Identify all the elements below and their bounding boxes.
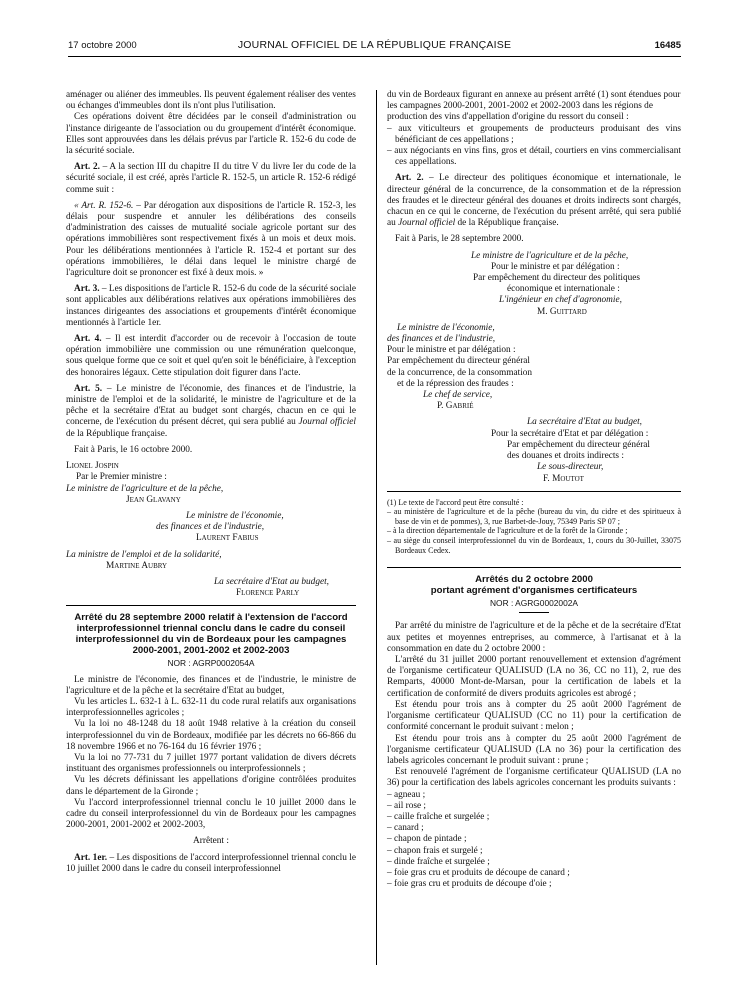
article-label: Art. 1er. <box>74 852 108 863</box>
list-item: – aux négociants en vins fins, gros et détail, courtiers en vins commercialisant ces appellations. <box>387 146 681 168</box>
article-1: Art. 1er. – Les dispositions de l'accord interprofessionnel triennal conclu le 10 juillet 2000 dans le cadre du conseil interprofessionnel <box>66 852 356 874</box>
article-5: Art. 5. – Le ministre de l'économie, des finances et de l'industrie, la ministre de l'emploi et de la solidarité, le ministre de l'agriculture et de la pêche et la secrétaire d'Etat au budget sont chargés, chacun en ce qui le concerne, de l'exécution du présent décret, qui sera publié au Journal officiel de la République française. <box>66 383 356 439</box>
list-item: – dinde fraîche et surgelée ; <box>387 857 681 868</box>
section-rule <box>387 567 681 568</box>
list-item: – chapon frais et surgelé ; <box>387 846 681 857</box>
footnote: (1) Le texte de l'accord peut être consulté : <box>387 497 524 507</box>
paragraph: Le ministre de l'économie, des finances et de l'industrie, le ministre de l'agriculture et de la pêche et la secrétaire d'Etat au budget, <box>66 674 356 696</box>
header-rule <box>68 56 681 57</box>
article-label: Art. 5. <box>74 383 103 394</box>
list-item: – à la direction départementale de l'agriculture et de la forêt de la Gironde ; <box>387 526 681 536</box>
fait-a-paris: Fait à Paris, le 16 octobre 2000. <box>74 444 193 455</box>
paragraph: L'arrêté du 31 juillet 2000 portant renouvellement et extension d'agrément de l'organisme certificateur QUALISUD (LA no 36, CC no 11), 2, rue des Remparts, 40000 Mont-de-Marsan, pour la certification de labels et la certification de conformité de divers produits agricoles est abrogé ; <box>387 655 681 699</box>
arretes-subtitle: portant agrément d'organismes certificateurs <box>430 585 638 597</box>
right-column <box>387 90 681 890</box>
article-label: Art. 4. <box>74 334 102 345</box>
list-item: – canard ; <box>387 823 681 834</box>
article-label: Art. 2. <box>395 173 424 184</box>
signatory: Florence Parly <box>236 588 300 599</box>
article-2: Art. 2. – A la section III du chapitre II du titre V du livre Ier du code de la sécurité sociale, il est créé, après l'article R. 152-5, un article R. 152-6 rédigé comme suit : <box>66 162 356 195</box>
article-r1526: « Art. R. 152-6. – Par dérogation aux dispositions de l'article R. 152-3, les délais pour suspendre et annuler les délibérations des conseils d'administration des caisses de mutualité sociale agricole portant sur des opérations immobilières sont respectivement fixés à un mois et deux mois. Pour les délibérations mentionnées à l'article R. 152-4 et portant sur des opérations immobilières, le délai dans lequel le ministre chargé de l'agriculture doit se prononcer est fixé à deux mois. » <box>66 200 356 279</box>
page-header <box>68 38 681 54</box>
section-rule <box>66 605 356 606</box>
paragraph: du vin de Bordeaux figurant en annexe au présent arrêté (1) sont étendues pour les campagnes 2000-2001, 2001-2002 et 2002-2003 dans les régions de production des vins d'appellation d'origine du ressort du conseil : <box>387 90 681 123</box>
list-item: – aux viticulteurs et groupements de producteurs produisant des vins bénéficiant de ces appellations ; <box>387 124 681 146</box>
arretent: Arrêtent : <box>193 836 229 847</box>
section-rule <box>387 491 681 492</box>
paragraph: Vu la loi no 77-731 du 7 juillet 1977 portant validation de divers décrets instituant des organismes professionnels ou interprofessionnels ; <box>66 752 356 775</box>
signatory: Laurent Fabius <box>196 533 259 544</box>
left-column <box>66 90 356 875</box>
arrete-title: Arrêté du 28 septembre 2000 relatif à l'extension de l'accord interprofessionnel triennal conclu dans le cadre du conseil interprofessionnel du vin de Bordeaux pour les campagnes 2000-2001, 2001-2002 et 2002-2003 <box>74 612 348 657</box>
paragraph: Ces opérations doivent être décidées par le conseil d'administration ou l'instance dirigeante de l'association ou du groupement d'intérêt économique. Elles sont approuvées dans les délais prévus par l'article R. 152-6 du code de la sécurité sociale. <box>66 112 356 157</box>
page-number: 16485 <box>654 40 681 51</box>
paragraph: Est étendu pour trois ans à compter du 25 août 2000 l'agrément de l'organisme certificateur QUALISUD (CC no 11) pour la certification de conformité concernant le produit suivant : melon ; <box>387 699 681 733</box>
journal-title: JOURNAL OFFICIEL DE LA RÉPUBLIQUE FRANÇAISE <box>237 39 512 51</box>
article-label: « Art. R. 152-6. <box>74 200 134 211</box>
paragraph: Vu l'accord interprofessionnel triennal conclu le 10 juillet 2000 dans le cadre du conseil interprofessionnel du vin de Bordeaux pour les campagnes 2000-2001, 2001-2002 et 2002-2003, <box>66 797 356 831</box>
nor-reference: NOR : AGRP0002054A <box>167 658 255 669</box>
paragraph: Par arrêté du ministre de l'agriculture et de la pêche et de la secrétaire d'Etat aux petites et moyennes entreprises, au commerce, à l'artisanat et à la consommation en date du 2 octobre 2000 : <box>387 621 681 654</box>
list-item: – au ministère de l'agriculture et de la pêche (bureau du vin, du cidre et des spiritueux à base de vin et de pommes), 3, rue Barbet-de-Jouy, 75349 Paris SP 07 ; <box>387 507 681 526</box>
product-list <box>387 790 681 891</box>
signatory: Lionel Jospin <box>66 461 119 472</box>
signatory: M. Guittard <box>537 306 587 317</box>
list-item: – caille fraîche et surgelée ; <box>387 812 681 823</box>
article-2: Art. 2. – Le directeur des politiques économique et internationale, le directeur général de la concurrence, de la consommation et de la répression des fraudes et le directeur général des douanes et droits indirects sont chargés, chacun en ce qui le concerne, de l'exécution du présent arrêté, qui sera publié au Journal officiel de la République française. <box>387 173 681 229</box>
paragraph: Vu la loi no 48-1248 du 18 août 1948 relative à la création du conseil interprofessionnel du vin de Bordeaux, modifiée par les décrets no 66-866 du 18 novembre 1966 et no 76-164 du 16 février 1976 ; <box>66 719 356 752</box>
header-date: 17 octobre 2000 <box>68 40 137 51</box>
list-item: – agneau ; <box>387 790 681 801</box>
paragraph: Est étendu pour trois ans à compter du 25 août 2000 l'agrément de l'organisme certificateur QUALISUD (LA no 36) pour la certification des labels agricoles concernant le produit suivant : prune ; <box>387 733 681 766</box>
column-divider <box>376 90 377 965</box>
article-4: Art. 4. – Il est interdit d'accorder ou de recevoir à l'occasion de toute opération immobilière une commission ou une rémunération quelconque, sous quelque forme que ce soit et quel qu'en soit le bénéficiaire, à l'exception des honoraires légaux. Cette stipulation doit figurer dans l'acte. <box>66 334 357 378</box>
paragraph: aménager ou aliéner des immeubles. Ils peuvent également réaliser des ventes ou échanges d'immeubles dont ils n'ont plus l'utilisation. <box>66 90 356 112</box>
list <box>387 124 681 169</box>
article-label: Art. 3. <box>74 284 100 295</box>
article-3: Art. 3. – Les dispositions de l'article R. 152-6 du code de la sécurité sociale sont applicables aux délibérations relatives aux opérations immobilières des instances dirigeantes des associations et groupements d'intérêt économique mentionnés à l'article 1er. <box>66 284 356 328</box>
signatory: P. Gabrié <box>437 401 474 412</box>
footnote-list <box>387 507 681 555</box>
list-item: – chapon de pintade ; <box>387 834 681 845</box>
signatory: Jean Glavany <box>126 494 181 505</box>
signatures: Le ministre de l'agriculture et de la pêche, Pour le ministre et par délégation : Par empêchement du directeur des politiques économique et internationale : L'ingénieur en chef d'agronomie, M. Guittard Le ministre de l'économie, des finances et de l'industrie, Pour le ministre et par délégation : Par empêchement du directeur général de la concurrence, de la consommation et de la répression des fraudes : Le chef de service, P. Gabrié La secrétaire d'Etat au budget, Pour la secrétaire d'Etat et par délégation : Par empêchement du directeur général des douanes et droits indirects : Le sous-directeur, F. Moutot <box>387 251 681 485</box>
fait-a-paris: Fait à Paris, le 28 septembre 2000. <box>395 234 524 245</box>
paragraph: Vu les articles L. 632-1 à L. 632-11 du code rural relatifs aux organisations interprofessionnelles agricoles ; <box>66 696 356 719</box>
arretes-title: Arrêtés du 2 octobre 2000 <box>475 574 593 586</box>
signatory: F. Moutot <box>543 473 584 484</box>
nor-reference: NOR : AGRG0002002A <box>490 598 578 609</box>
signatory: Martine Aubry <box>106 560 168 571</box>
list-item: – ail rose ; <box>387 801 681 812</box>
list-item: – foie gras cru et produits de découpe d'oie ; <box>387 879 681 890</box>
paragraph: Vu les décrets définissant les appellations d'origine contrôlées produites dans le département de la Gironde ; <box>66 775 356 797</box>
signatures: Lionel Jospin Par le Premier ministre : Le ministre de l'agriculture et de la pêche, Jean Glavany Le ministre de l'économie, des finances et de l'industrie, Laurent Fabius La ministre de l'emploi et de la solidarité, Martine Aubry La secrétaire d'Etat au budget, Florence Parly <box>66 461 356 599</box>
list-item: – au siège du conseil interprofessionnel du vin de Bordeaux, 1, cours du 30-Juillet, 33075 Bordeaux Cedex. <box>387 536 681 555</box>
paragraph: Est renouvelé l'agrément de l'organisme certificateur QUALISUD (LA no 36) pour la certification des labels agricoles concernant les produits suivants : <box>387 767 681 789</box>
list-item: – foie gras cru et produits de découpe de canard ; <box>387 868 681 879</box>
article-label: Art. 2. <box>74 162 100 173</box>
short-rule <box>519 612 549 613</box>
